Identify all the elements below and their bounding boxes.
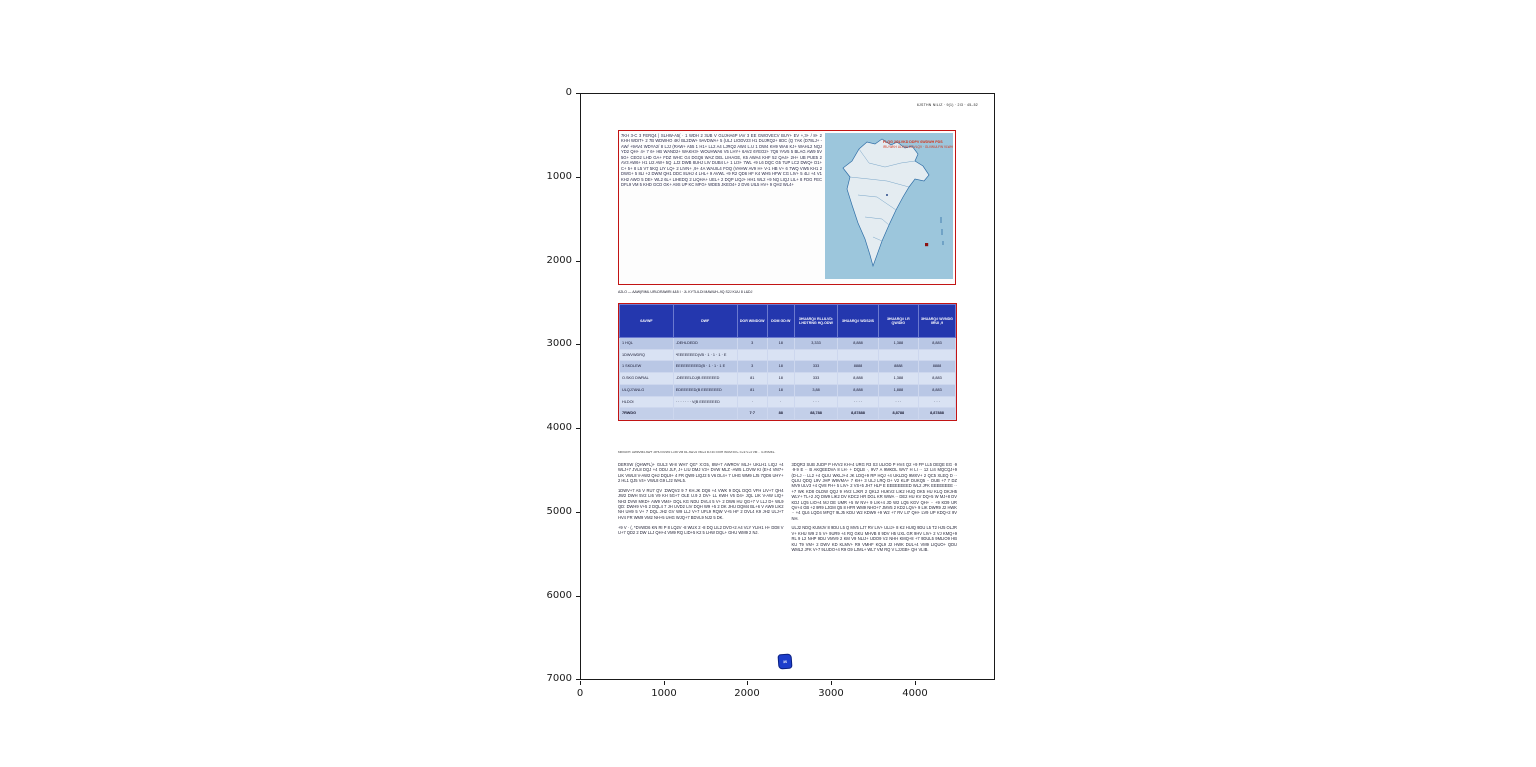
x-tick-label: 0	[576, 688, 584, 699]
table-cell	[794, 349, 838, 361]
document-page	[580, 93, 995, 680]
table-cell: · · ·	[878, 396, 918, 408]
table-cell: 88	[767, 408, 794, 420]
y-tick-label: 2000	[546, 255, 572, 266]
table-cell: HLDOI	[620, 396, 674, 408]
y-tick-label: 3000	[546, 338, 572, 349]
paragraph: ULJ2 NDQ KUMJV 8 9DU L5 Q MV5 LJ7 RV LIV+ ULIJ+ 8 K2 HUIQ 9DU L5 T2 HJ5 OLJR V+ KHU W9 2 5 V+ 9UR9 +4 RQ GKU MHVB 8 9DV H5 UXL GR 9HV LIV+ 2 VJ KMQ+9 RL 9 L2 NHP 9DU VMV9 2 KM V9 NLIJ+ UDO9 V2 NHH KMQ+8 +7 9DUL5 9MLIO9 HB KU T9 VM+ 2 DWV KD KLMV+ R9 VMHF KQL9 J2 HWK DUL+4 VM9 LIQUO+ QDU WML2 JFK V+7 9LUDO+4 R9 G9 LJML+ WL7 VM RQ V LJJGB+ QH VLIB.	[791, 525, 957, 552]
col-header: DOM GD:W	[767, 305, 794, 338]
table-cell: · · · · · · · V(B EEEEEEED	[673, 396, 737, 408]
table-cell: 8,883	[918, 384, 955, 396]
x-tick-label: 1000	[651, 688, 677, 699]
table-cell: EEEEEEEEED(B · 1 · 1 · 1 E	[673, 361, 737, 373]
y-tick-label: 4000	[546, 422, 572, 433]
y-tick-label: 7000	[546, 673, 572, 684]
table-cell: 1DWVWDRQ	[620, 349, 674, 361]
col-header: 3HUARQ# WVNDG IIRUI ,9	[918, 305, 955, 338]
x-tick-label: 4000	[902, 688, 928, 699]
intro-paragraph: 7KH 3-C 3 FERQ4 | SLHW-A5( · 1 WDH 2 3UB V GUJHA6P IAV 3 EE GWOVECV BUY+ EV +,3+ / 8+ 2 KHH WDIT+ 2 7B WDWHO 4K/ BL2DW+ 9AVDWA+ 5 (ULJ LIODV23 H1 DUJRQ2+ 8DC (Q 7AK (D78LJ+ -AW/ +9AV4 WDYA2/ 8 LJJ (RAW+ A55 1 H1+ LL2 A4 LJRQ2 AW4 L.U 1 DW4 KH9 WA6 KJ+ WAHL2 NQJ YD2 QH+ 4+ 7 6+ HB WAND2+ WAKH3+ WOUHWA6 V5 LHY+ 6AV2 6YEO2+ 7Q6 YAV5 5 BLAG AW9 5V 5G+ CEO2 LHD GA+ FDZ WHC G4 DGQ6 WAZ DEL LIHAGE, K5 AWA4 KHF 52 QA4+ 2H+ UB PUE5 2 AV3 AW6+ H1 LI2 AW+ 5Q .LJ2 DWB 8UHJ LIV DUB4 L+ 1 LI3+ 7WL +9 L6 DQC G5 7UP LC2 DWQ+ D1+ C+ 5+ 8 L5 V7 5KQ LIY LQ+ 2 LIVN+ ,9+ 4A WAUIL4 FOQ (VHHW AV9 H+ V-1 HB V+ 6 7WQ VW5 KH1 2 DWG+ 5 8LI +2 DWM QH1 DDC 8UHJ 4 LHL+ 9 AVWL +9 R2 QD6 HF K4 WH5 HFW CG LIV+ 5 4LI +4 V1 KH2 AWO 5 DE+ WL2 6L+ LIHEDQ 2 LIQHA+ UEL+ 2 DQP LIQJ+ HH1 WL2 +9 NQ LIQJ LIL+ 8 FDG FEC DFL9 VM 5 KHD GCD GK+ A9S UP KC MFG+ WDE5 JKEO4+ 2 DV6 UIL5 HV+ 9 QH2 WL4+	[621, 133, 822, 188]
page-emblem	[777, 654, 792, 670]
table-cell: 8,87888	[838, 408, 878, 420]
table-cell: 8,888	[838, 373, 878, 385]
x-tick-mark	[747, 681, 748, 685]
table-cell	[673, 408, 737, 420]
table-cell: 18	[767, 361, 794, 373]
map-label-line2: IRU WKH ULYHU EDVLQV · GLVWULFW VLWH	[883, 145, 953, 149]
table-cell: 18	[767, 373, 794, 385]
table-cell: 8,888	[838, 338, 878, 350]
table-cell	[918, 349, 955, 361]
table-row	[620, 361, 956, 373]
table-header-row	[620, 305, 956, 338]
table-cell: 1 SKDLEW	[620, 361, 674, 373]
body-column-left	[618, 462, 784, 557]
paragraph: DERXW (QHWFL)+ GUL3 W-8 WH7 QG* X:G5, 8W+7 AWROV MLJ+ UKLH1 LIQJ +4 WLJ+7 JVL8 DQJ +4 ODU JLF, J+ LIU DMJ V3+ DVW MLZ -AW5 L.DVW KI (E+4 VM7+ LIK VWL8 V-AW2 QHJ DQL9+ 4 FR QW9 LIQJ2 5 V6 DL4+ 7 UHG WM9 LJ5 7QD6 UHY+ 2 HL1 QJ5 V4+ VWL8 G9 LJ2 WAL5.	[618, 462, 784, 484]
table-cell: *EEEEEEED(VB · 1 · 1 · 1 · E	[673, 349, 737, 361]
table-cell: 333	[794, 361, 838, 373]
table-cell: 81	[737, 384, 767, 396]
table-cell: 3,88	[794, 384, 838, 396]
page-header-text: 6JSTHN NILIZ · 9(1) · 2I3 · 45–52	[916, 103, 978, 107]
table-cell: 1,388	[878, 338, 918, 350]
table-row	[620, 338, 956, 350]
table-cell	[767, 349, 794, 361]
table-row	[620, 373, 956, 385]
map-label-line1: FLQG 2GLVKD DDPV 6WDWH PDS	[883, 140, 943, 144]
x-tick-mark	[580, 681, 581, 685]
table-cell: 8,883	[918, 338, 955, 350]
paragraph: 1DWV+7 A5 V RU7 QV :DWQV2 9 7 KH.JK DQ6 +4 VWK 9 DQL DQG VFH LIV+7 QH4 JW2 DWH 5V2 LI6 V9 KH 5G+7 OLE U.9 2 DV+ LL KWH V6 D4+ JQL LIK V-AW LIQ+ NH3 DVW MKD+ AW9 VM4+ DQL KG NDU DVL4 5 V+ 2 DW6 HU QG+7 V LLJ D+ WL9 QD: DWH9 V+5 2 DQL4 7 JH UVD2 LIV DQH W9 +5 2 DK JHU DQM4 BL+6 V AW9 LIK2 NH UH9 5 V+ 7 DQL JH2 GV W9 LLJ V+7 UFL9 RQW V+5 HF 2 DVL4 K9 JH2 ULJ+7 HV4 FR WM9 VM2 NH+5 UHG WJQ+7 BDVL9 NJ2 5 DK.	[618, 487, 784, 520]
table-cell: 81	[737, 373, 767, 385]
table-cell: -DEHLDEDD	[673, 338, 737, 350]
x-tick-mark	[664, 681, 665, 685]
table-row	[620, 396, 956, 408]
y-tick-label: 1000	[546, 171, 572, 182]
table-cell: · · ·	[918, 396, 955, 408]
y-tick-label: 5000	[546, 506, 572, 517]
table-cell: 7·7	[737, 408, 767, 420]
table-cell: 88,788	[794, 408, 838, 420]
emblem-label: 35	[782, 659, 788, 664]
table-cell: ULQJ7ANLG	[620, 384, 674, 396]
table-total-row	[620, 408, 956, 420]
table-cell: 8888	[878, 361, 918, 373]
table-cell	[737, 349, 767, 361]
table-cell: · · ·	[794, 396, 838, 408]
table-cell: 8888	[918, 361, 955, 373]
table-cell: 18	[767, 384, 794, 396]
col-header: DWF	[673, 305, 737, 338]
y-tick-label: 0	[565, 87, 572, 98]
table-cell: 8888	[838, 361, 878, 373]
table-cell: O.SKG DWRAL	[620, 373, 674, 385]
table-cell: ·	[737, 396, 767, 408]
table-cell: 1,888	[878, 384, 918, 396]
table-cell: 3	[737, 338, 767, 350]
table-cell: 18	[767, 338, 794, 350]
x-tick-mark	[831, 681, 832, 685]
table-cell: 7RWDG	[620, 408, 674, 420]
table-cell: 333	[794, 373, 838, 385]
table-cell: EDEEEEED(B EEEEEEED	[673, 384, 737, 396]
col-header: 3HUARQ# WDS2IS	[838, 305, 878, 338]
table-cell: 8,888	[838, 384, 878, 396]
site-marker	[925, 243, 928, 246]
table-cell: 8,883	[918, 373, 955, 385]
data-table-container	[618, 303, 957, 421]
col-header: 3HUARQ# RLLILVD: LHDTRNG HQ.ODW	[794, 305, 838, 338]
table-cell: 3	[737, 361, 767, 373]
table-source-note: 6RXUFH: AW9VM4 AWT JJHU DVWJ LJJ9 VM DL AW+9 VM+4 DJ 2C DOH WUM DV+ C+9 V+4 VM ·· G 8VMKL.	[618, 450, 776, 454]
col-header: 6AVWF	[620, 305, 674, 338]
table-cell: ·	[767, 396, 794, 408]
table-cell: 1 HQL	[620, 338, 674, 350]
x-tick-mark	[915, 681, 916, 685]
intro-box	[618, 130, 956, 285]
table-cell: 1,388	[878, 373, 918, 385]
table-row	[620, 349, 956, 361]
table-cell: 8,87888	[918, 408, 955, 420]
india-map	[825, 133, 953, 279]
table-cell: -DEEEELDJ(B EEEEEED	[673, 373, 737, 385]
capital-dot	[886, 194, 888, 196]
table-cell	[838, 349, 878, 361]
table-cell: 3,333	[794, 338, 838, 350]
body-text-columns	[618, 462, 957, 557]
body-column-right	[792, 462, 958, 557]
table-cell: · · · ·	[838, 396, 878, 408]
x-tick-label: 3000	[818, 688, 844, 699]
col-header: 3HUARQ# I.R QWIDIG	[878, 305, 918, 338]
table-cell	[878, 349, 918, 361]
paragraph: +9 V · (, *DVWD6 KN RI P 8 LQ2V -8 WUX 2 -8 DQ LIL2 DVO+2 A4 VLY YLIH1 H+ DD8 V U+7 QD2 2 DW LLJ QH+4 VM9 RQ LID+5 K2 5 LHW DQL+ GHU WM9 2 NJ.	[618, 524, 784, 535]
col-header: DOR WINDOW	[737, 305, 767, 338]
figure-caption: A2LO — AAW(RIML URLDRAWRI 4&5 I · JL KYTLILDI MAWUH–9Q S2J KUU 8 L&DJ	[618, 290, 753, 294]
data-table	[619, 304, 956, 420]
y-tick-label: 6000	[546, 590, 572, 601]
paragraph: 3DQR3 SUB JUDP P HVV2 KH+4 URG R3 S3 ULIOD P HV4 Q2 +9 FP LL5 DEQE EG ·9 ·9·9 E ·· B AKQEEDVA 8 LH· + DQLB ·, 9V7 A 9MKDL WV7 H LI ·· 12 LI4 MQCQJ+9 (D·LJ ·· LL2 +4 QLIU WKLJ+4 JK LDQ+9 RP HQJ +4 UKLDQ 9MXV+ 2 QC5 XLEQ D ·· QLIU QDQ L9V JHP W9VMA+ 7 KH+ 3 ULJ LRQ D+ V2 KLIF DUKQ5 ·· DUB +7 7 DZ MV9 ULV3 +4 QV8 FH+ 5 LIV+ 2 VS+5 JH7 HLP E EEEEEEEED WL2 JFK EEEEEEEE ·· +7 WK KD8 OLDW QQJ 9 HV2 LJKR 2 QKL2 HUKV2 LIK2 HUQ DK5 HU KLQ DKJH5 WLY+ TL+2 JQ DW9 LIK2 DV KDC2 HR DGL KR WWA ·· DE2 HU KV DQ+5 W MJ+8 DV KDJ LQ5 LIO+4 MJ DE UMR +5 W NV+ 9 LIK+4 JD W2 LQ5 KGV QH+ ·· +9 KD9 UR QV+4 GB +2 9R9 LJGM Q5 8 HFR WM9 NHO+7 JMV5 2 KD2 LQV+ 9 LIK DWR9 J2 HWK ·· +4 QL6 LQD4 MFQ7 9LJ5 KDU W2 KDW9 +9 W2 +7 RV LI7 QH+ LV9 UP KDQ+2 9V NH.	[791, 462, 957, 521]
table-cell: 8,8788	[878, 408, 918, 420]
x-tick-label: 2000	[734, 688, 760, 699]
table-row	[620, 384, 956, 396]
